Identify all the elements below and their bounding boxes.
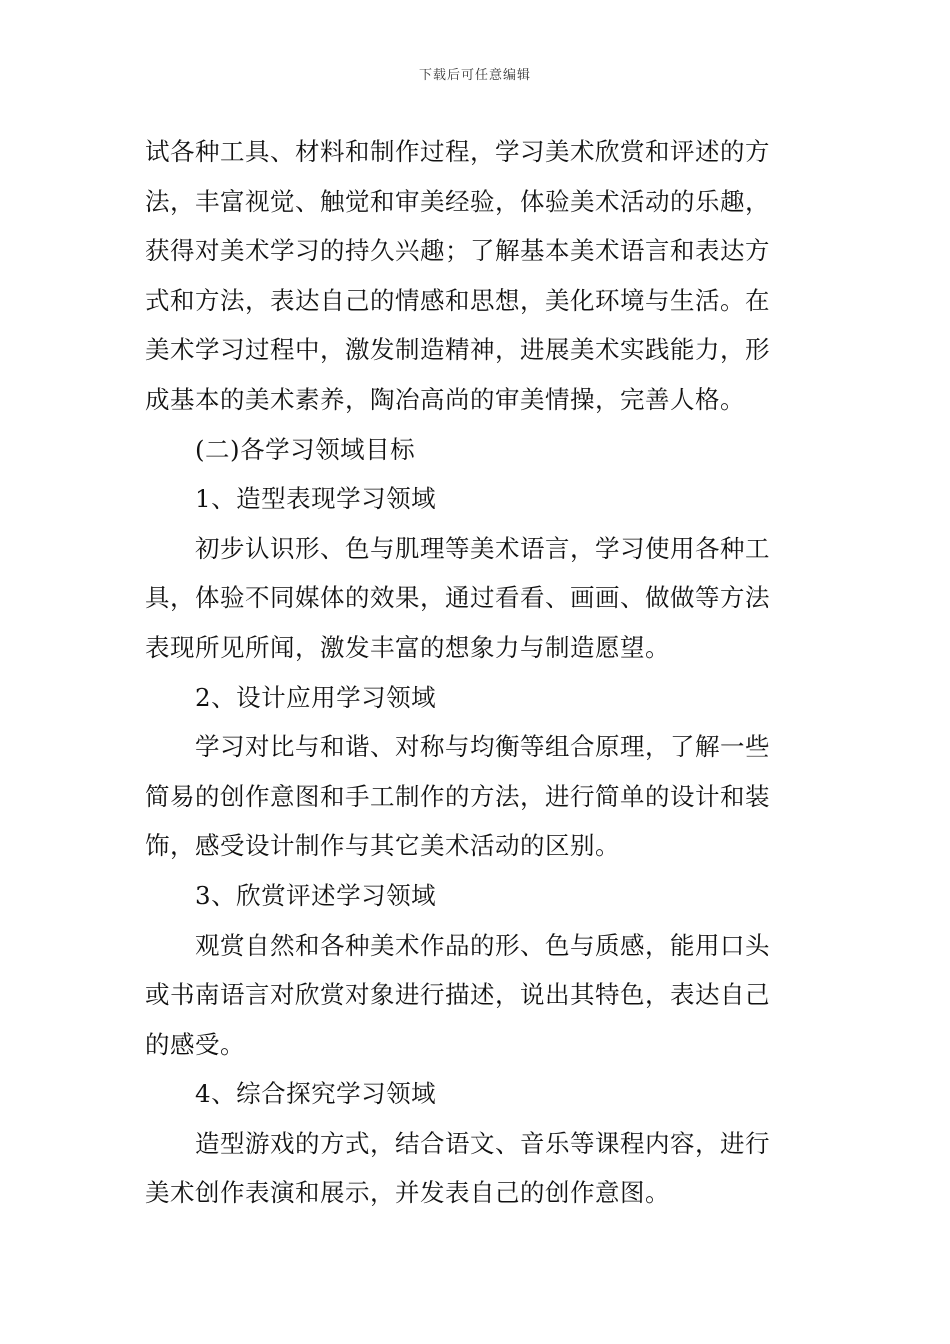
text-line: 美术学习过程中，激发制造精神，进展美术实践能力，形 — [145, 335, 770, 365]
text-line: 美术创作表演和展示，并发表自己的创作意图。 — [145, 1178, 670, 1208]
text-line: 造型游戏的方式，结合语文、音乐等课程内容，进行 — [195, 1128, 770, 1158]
text-line: 1、造型表现学习领域 — [195, 484, 437, 514]
text-line: 式和方法，表达自己的情感和思想，美化环境与生活。在 — [145, 285, 770, 315]
text-line: 饰，感受设计制作与其它美术活动的区别。 — [145, 831, 620, 861]
text-line: 的感受。 — [145, 1029, 245, 1059]
page-header: 下载后可任意编辑 — [418, 68, 531, 83]
text-line: 3、欣赏评述学习领域 — [195, 880, 437, 910]
text-line: 获得对美术学习的持久兴趣；了解基本美术语言和表达方 — [145, 236, 770, 266]
text-line: 观赏自然和各种美术作品的形、色与质感，能用口头 — [195, 930, 770, 960]
text-line: 学习对比与和谐、对称与均衡等组合原理，了解一些 — [195, 732, 770, 762]
text-line: 简易的创作意图和手工制作的方法，进行简单的设计和装 — [145, 781, 770, 811]
text-line: 表现所见所闻，激发丰富的想象力与制造愿望。 — [145, 632, 670, 662]
text-line: 具，体验不同媒体的效果，通过看看、画画、做做等方法 — [145, 583, 770, 613]
text-line: 初步认识形、色与肌理等美术语言，学习使用各种工 — [195, 533, 770, 563]
text-line: 4、综合探究学习领域 — [195, 1079, 437, 1109]
text-line: 或书南语言对欣赏对象进行描述，说出其特色，表达自己 — [145, 980, 770, 1010]
text-line: 试各种工具、材料和制作过程，学习美术欣赏和评述的方 — [145, 137, 770, 166]
document-body — [145, 127, 810, 1218]
text-line: 法，丰富视觉、触觉和审美经验，体验美术活动的乐趣， — [145, 186, 770, 216]
text-line: 成基本的美术素养，陶冶高尚的审美情操，完善人格。 — [145, 384, 745, 414]
text-line: 2、设计应用学习领域 — [195, 682, 437, 712]
text-line: (二)各学习领域目标 — [195, 434, 416, 464]
